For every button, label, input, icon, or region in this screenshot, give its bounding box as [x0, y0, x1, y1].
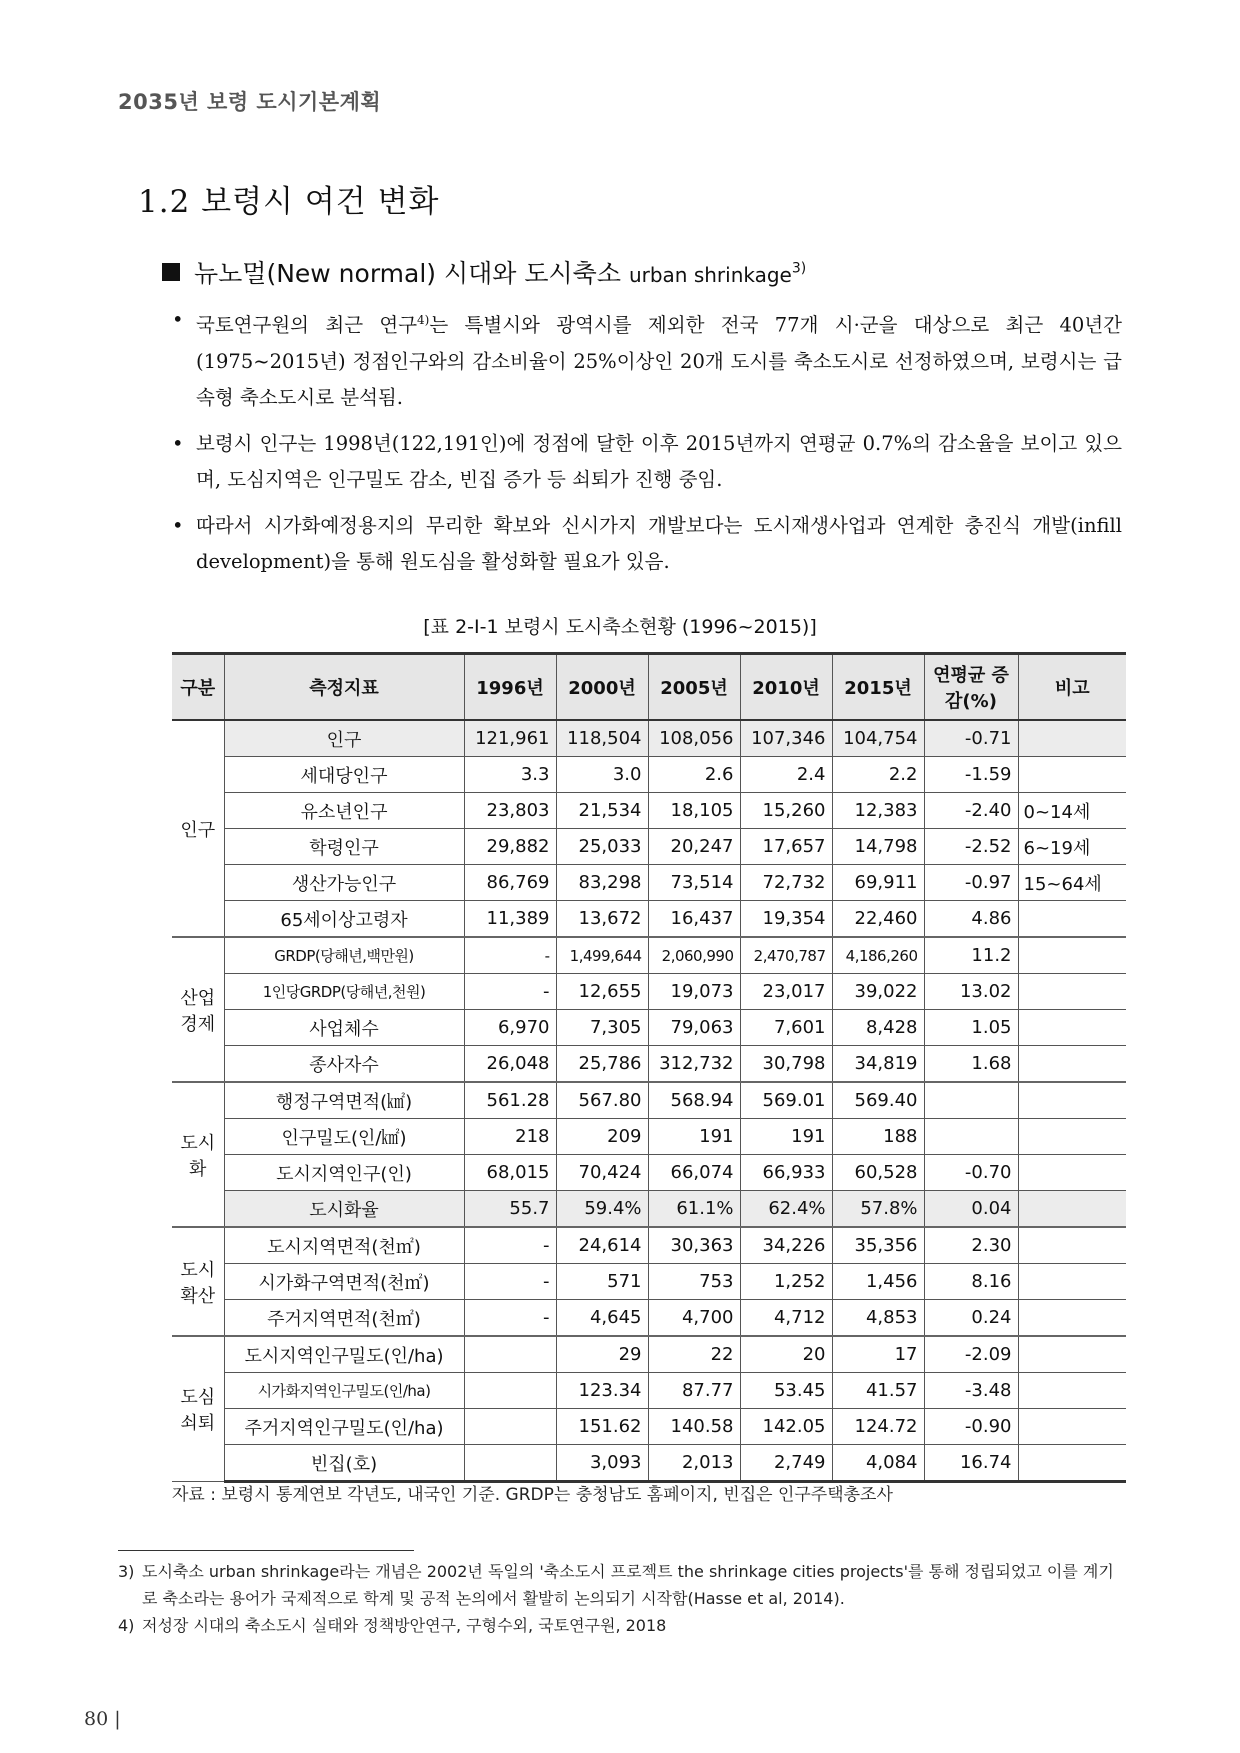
value-cell: 61.1%: [648, 1191, 740, 1228]
rate-cell: 16.74: [924, 1445, 1018, 1482]
table-source: 자료 : 보령시 통계연보 각년도, 내국인 기준. GRDP는 충청남도 홈페이지, 빈집은 인구주택총조사: [172, 1485, 893, 1505]
value-cell: 191: [648, 1119, 740, 1155]
table-row: [172, 865, 1126, 901]
value-cell: 73,514: [648, 865, 740, 901]
value-cell: -: [464, 1264, 556, 1300]
value-cell: 66,074: [648, 1155, 740, 1191]
value-cell: 59.4%: [556, 1191, 648, 1228]
note-cell: [1018, 974, 1126, 1010]
footnote-text: 저성장 시대의 축소도시 실태와 정책방안연구, 구형수외, 국토연구원, 2018: [142, 1616, 667, 1635]
footnote-text: 도시축소 urban shrinkage라는 개념은 2002년 독일의 '축소도시 프로젝트 the shrinkage cities projects'를 통해 정립되었고 이를 계기로 축소라는 용어가 국제적으로 학계 및 공적 논의에서 활발히 논의되기 시작함(Hasse et al, 2014).: [142, 1562, 1114, 1608]
note-cell: [1018, 1264, 1126, 1300]
note-cell: [1018, 1119, 1126, 1155]
note-cell: [1018, 901, 1126, 938]
table-row: [172, 1046, 1126, 1083]
footnote-divider: [118, 1550, 414, 1551]
value-cell: 86,769: [464, 865, 556, 901]
note-cell: [1018, 1373, 1126, 1409]
note-cell: 0~14세: [1018, 793, 1126, 829]
table-row: [172, 1082, 1126, 1119]
indicator-cell: 도시지역인구밀도(인/ha): [224, 1336, 464, 1373]
bullet-text: 보령시 인구는 1998년(122,191인)에 정점에 달한 이후 2015년까지 연평균 0.7%의 감소율을 보이고 있으며, 도심지역은 인구밀도 감소, 빈집 증가 등 쇠퇴가 진행 중임.: [196, 431, 1122, 491]
value-cell: 4,853: [832, 1300, 924, 1337]
value-cell: 14,798: [832, 829, 924, 865]
footnote-ref[interactable]: 4): [417, 313, 430, 327]
indicator-cell: 시가화지역인구밀도(인/ha): [224, 1373, 464, 1409]
value-cell: 20,247: [648, 829, 740, 865]
rate-cell: -3.48: [924, 1373, 1018, 1409]
value-cell: 22: [648, 1336, 740, 1373]
value-cell: 34,226: [740, 1227, 832, 1264]
value-cell: 29,882: [464, 829, 556, 865]
group-cell: 도시 확산: [172, 1227, 224, 1336]
rate-cell: 4.86: [924, 901, 1018, 938]
value-cell: 108,056: [648, 720, 740, 757]
header-2015: 2015년: [832, 654, 924, 721]
value-cell: -: [464, 1227, 556, 1264]
value-cell: 312,732: [648, 1046, 740, 1083]
table-row: [172, 1155, 1126, 1191]
table-row: [172, 1373, 1126, 1409]
indicator-cell: 1인당GRDP(당해년,천원): [224, 974, 464, 1010]
value-cell: 21,534: [556, 793, 648, 829]
table-row: [172, 1264, 1126, 1300]
note-cell: 6~19세: [1018, 829, 1126, 865]
value-cell: 4,700: [648, 1300, 740, 1337]
table-row: [172, 793, 1126, 829]
value-cell: 60,528: [832, 1155, 924, 1191]
note-cell: [1018, 1300, 1126, 1337]
footnote-marker: 4): [118, 1616, 135, 1635]
value-cell: 2.6: [648, 757, 740, 793]
value-cell: 30,363: [648, 1227, 740, 1264]
bullet-text: 는 특별시와 광역시를 제외한 전국 77개 시·군을 대상으로 최근 40년간(1975~2015년) 정점인구와의 감소비율이 25%이상인 20개 도시를 축소도시로 선정하였으며, 보령시는 급속형 축소도시로 분석됨.: [196, 313, 1122, 409]
rate-cell: 8.16: [924, 1264, 1018, 1300]
page-number: 80 |: [84, 1708, 121, 1730]
value-cell: [464, 1409, 556, 1445]
note-cell: [1018, 1155, 1126, 1191]
indicator-cell: 빈집(호): [224, 1445, 464, 1482]
rate-cell: 2.30: [924, 1227, 1018, 1264]
table-row: [172, 937, 1126, 974]
value-cell: 18,105: [648, 793, 740, 829]
bullet-item: [172, 302, 1122, 416]
value-cell: 142.05: [740, 1409, 832, 1445]
indicator-cell: 사업체수: [224, 1010, 464, 1046]
value-cell: 15,260: [740, 793, 832, 829]
value-cell: 83,298: [556, 865, 648, 901]
square-bullet-icon: [162, 263, 180, 281]
note-cell: [1018, 1409, 1126, 1445]
indicator-cell: 인구밀도(인/㎢): [224, 1119, 464, 1155]
value-cell: 62.4%: [740, 1191, 832, 1228]
rate-cell: 11.2: [924, 937, 1018, 974]
indicator-cell: 65세이상고령자: [224, 901, 464, 938]
value-cell: 26,048: [464, 1046, 556, 1083]
value-cell: 8,428: [832, 1010, 924, 1046]
rate-cell: -0.70: [924, 1155, 1018, 1191]
note-cell: [1018, 1082, 1126, 1119]
bullet-item: [172, 426, 1122, 498]
value-cell: 107,346: [740, 720, 832, 757]
value-cell: 11,389: [464, 901, 556, 938]
value-cell: 12,655: [556, 974, 648, 1010]
value-cell: 1,456: [832, 1264, 924, 1300]
bullet-list: [172, 302, 1122, 590]
value-cell: 79,063: [648, 1010, 740, 1046]
value-cell: 3.3: [464, 757, 556, 793]
indicator-cell: 유소년인구: [224, 793, 464, 829]
value-cell: 68,015: [464, 1155, 556, 1191]
table-row: [172, 1409, 1126, 1445]
value-cell: 25,033: [556, 829, 648, 865]
value-cell: 569.01: [740, 1082, 832, 1119]
value-cell: 3,093: [556, 1445, 648, 1482]
value-cell: 23,017: [740, 974, 832, 1010]
value-cell: 118,504: [556, 720, 648, 757]
table-caption: [표 2-Ⅰ-1 보령시 도시축소현황 (1996~2015)]: [423, 616, 817, 638]
bullet-dot-icon: •: [172, 431, 184, 455]
rate-cell: [924, 1119, 1018, 1155]
value-cell: 151.62: [556, 1409, 648, 1445]
rate-cell: -0.71: [924, 720, 1018, 757]
note-cell: [1018, 720, 1126, 757]
indicator-cell: 인구: [224, 720, 464, 757]
value-cell: 22,460: [832, 901, 924, 938]
footnote-ref[interactable]: 3): [791, 260, 807, 277]
value-cell: 55.7: [464, 1191, 556, 1228]
value-cell: 4,645: [556, 1300, 648, 1337]
value-cell: 13,672: [556, 901, 648, 938]
value-cell: -: [464, 937, 556, 974]
value-cell: 19,354: [740, 901, 832, 938]
value-cell: [464, 1336, 556, 1373]
urban-shrinkage-table: [172, 652, 1126, 1483]
indicator-cell: 학령인구: [224, 829, 464, 865]
value-cell: 2,749: [740, 1445, 832, 1482]
value-cell: 1,499,644: [556, 937, 648, 974]
note-cell: [1018, 1046, 1126, 1083]
value-cell: 7,601: [740, 1010, 832, 1046]
value-cell: 17,657: [740, 829, 832, 865]
value-cell: 30,798: [740, 1046, 832, 1083]
value-cell: 2,470,787: [740, 937, 832, 974]
value-cell: 87.77: [648, 1373, 740, 1409]
bullet-text: 국토연구원의 최근 연구: [196, 313, 418, 337]
table-row: [172, 1336, 1126, 1373]
value-cell: 66,933: [740, 1155, 832, 1191]
group-cell: 도시화: [172, 1082, 224, 1227]
note-cell: [1018, 1010, 1126, 1046]
table-row: [172, 1191, 1126, 1228]
footnote-item: [118, 1612, 1128, 1639]
header-1996: 1996년: [464, 654, 556, 721]
group-cell: 산업 경제: [172, 937, 224, 1082]
rate-cell: 0.24: [924, 1300, 1018, 1337]
bullet-text: 따라서 시가화예정용지의 무리한 확보와 신시가지 개발보다는 도시재생사업과 연계한 충진식 개발(infill development)을 통해 원도심을 활성화할 필요가 있음.: [196, 513, 1122, 573]
value-cell: 53.45: [740, 1373, 832, 1409]
table-row: [172, 1010, 1126, 1046]
subsection-heading: [162, 254, 806, 290]
rate-cell: 13.02: [924, 974, 1018, 1010]
table-row: [172, 1227, 1126, 1264]
table-row: [172, 974, 1126, 1010]
value-cell: [464, 1373, 556, 1409]
value-cell: 6,970: [464, 1010, 556, 1046]
rate-cell: 1.68: [924, 1046, 1018, 1083]
value-cell: 20: [740, 1336, 832, 1373]
value-cell: 3.0: [556, 757, 648, 793]
value-cell: 124.72: [832, 1409, 924, 1445]
value-cell: 1,252: [740, 1264, 832, 1300]
value-cell: 140.58: [648, 1409, 740, 1445]
value-cell: -: [464, 1300, 556, 1337]
value-cell: 24,614: [556, 1227, 648, 1264]
note-cell: [1018, 1336, 1126, 1373]
value-cell: 41.57: [832, 1373, 924, 1409]
rate-cell: 1.05: [924, 1010, 1018, 1046]
indicator-cell: 세대당인구: [224, 757, 464, 793]
table-header-row: [172, 654, 1126, 721]
footnote-marker: 3): [118, 1562, 135, 1581]
indicator-cell: 생산가능인구: [224, 865, 464, 901]
value-cell: 16,437: [648, 901, 740, 938]
value-cell: 17: [832, 1336, 924, 1373]
note-cell: 15~64세: [1018, 865, 1126, 901]
value-cell: 39,022: [832, 974, 924, 1010]
indicator-cell: GRDP(당해년,백만원): [224, 937, 464, 974]
subsection-title-ko: 뉴노멀(New normal) 시대와 도시축소: [194, 259, 621, 288]
subsection-title-en: urban shrinkage: [628, 263, 792, 287]
value-cell: 57.8%: [832, 1191, 924, 1228]
value-cell: 70,424: [556, 1155, 648, 1191]
value-cell: 571: [556, 1264, 648, 1300]
value-cell: 19,073: [648, 974, 740, 1010]
value-cell: 218: [464, 1119, 556, 1155]
running-header: 2035년 보령 도시기본계획: [118, 90, 382, 114]
value-cell: 69,911: [832, 865, 924, 901]
rate-cell: 0.04: [924, 1191, 1018, 1228]
value-cell: [464, 1445, 556, 1482]
rate-cell: [924, 1082, 1018, 1119]
value-cell: 2.4: [740, 757, 832, 793]
value-cell: 72,732: [740, 865, 832, 901]
rate-cell: -2.40: [924, 793, 1018, 829]
rate-cell: -0.97: [924, 865, 1018, 901]
value-cell: 7,305: [556, 1010, 648, 1046]
section-title: 1.2 보령시 여건 변화: [138, 184, 440, 220]
value-cell: 209: [556, 1119, 648, 1155]
header-2010: 2010년: [740, 654, 832, 721]
table-row: [172, 1445, 1126, 1482]
header-note: 비고: [1018, 654, 1126, 721]
value-cell: 191: [740, 1119, 832, 1155]
indicator-cell: 행정구역면적(㎢): [224, 1082, 464, 1119]
note-cell: [1018, 1445, 1126, 1482]
header-2000: 2000년: [556, 654, 648, 721]
bullet-dot-icon: •: [172, 513, 184, 537]
table-row: [172, 757, 1126, 793]
bullet-item: [172, 508, 1122, 580]
header-2005: 2005년: [648, 654, 740, 721]
value-cell: 104,754: [832, 720, 924, 757]
value-cell: 4,712: [740, 1300, 832, 1337]
indicator-cell: 시가화구역면적(천㎡): [224, 1264, 464, 1300]
value-cell: 2,013: [648, 1445, 740, 1482]
indicator-cell: 도시지역면적(천㎡): [224, 1227, 464, 1264]
indicator-cell: 주거지역인구밀도(인/ha): [224, 1409, 464, 1445]
header-rate: 연평균 증감(%): [924, 654, 1018, 721]
value-cell: 561.28: [464, 1082, 556, 1119]
table-row: [172, 720, 1126, 757]
value-cell: 121,961: [464, 720, 556, 757]
value-cell: 2,060,990: [648, 937, 740, 974]
header-group: 구분: [172, 654, 224, 721]
table-row: [172, 1119, 1126, 1155]
footnote-item: [118, 1558, 1128, 1612]
indicator-cell: 종사자수: [224, 1046, 464, 1083]
value-cell: 23,803: [464, 793, 556, 829]
note-cell: [1018, 1191, 1126, 1228]
header-indicator: 측정지표: [224, 654, 464, 721]
indicator-cell: 도시지역인구(인): [224, 1155, 464, 1191]
value-cell: 753: [648, 1264, 740, 1300]
value-cell: 35,356: [832, 1227, 924, 1264]
value-cell: 188: [832, 1119, 924, 1155]
rate-cell: -2.52: [924, 829, 1018, 865]
value-cell: 29: [556, 1336, 648, 1373]
value-cell: 25,786: [556, 1046, 648, 1083]
value-cell: 569.40: [832, 1082, 924, 1119]
group-cell: 도심 쇠퇴: [172, 1336, 224, 1482]
indicator-cell: 도시화율: [224, 1191, 464, 1228]
table-row: [172, 901, 1126, 938]
footnotes: [118, 1558, 1128, 1639]
rate-cell: -0.90: [924, 1409, 1018, 1445]
value-cell: 34,819: [832, 1046, 924, 1083]
table-row: [172, 1300, 1126, 1337]
bullet-dot-icon: •: [172, 308, 184, 331]
note-cell: [1018, 1227, 1126, 1264]
indicator-cell: 주거지역면적(천㎡): [224, 1300, 464, 1337]
rate-cell: -1.59: [924, 757, 1018, 793]
rate-cell: -2.09: [924, 1336, 1018, 1373]
value-cell: 4,186,260: [832, 937, 924, 974]
value-cell: 4,084: [832, 1445, 924, 1482]
value-cell: 12,383: [832, 793, 924, 829]
value-cell: 2.2: [832, 757, 924, 793]
table-row: [172, 829, 1126, 865]
value-cell: -: [464, 974, 556, 1010]
value-cell: 123.34: [556, 1373, 648, 1409]
note-cell: [1018, 937, 1126, 974]
value-cell: 567.80: [556, 1082, 648, 1119]
value-cell: 568.94: [648, 1082, 740, 1119]
group-cell: 인구: [172, 720, 224, 937]
note-cell: [1018, 757, 1126, 793]
